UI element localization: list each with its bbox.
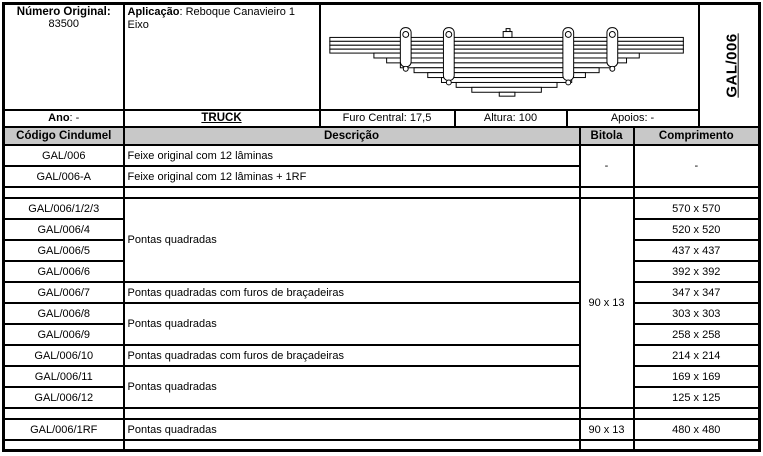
comprimento-cell: 125 x 125 [634, 387, 760, 408]
empty-cell [124, 408, 580, 419]
leaf-spring-diagram [321, 10, 698, 104]
code-cell: GAL/006/8 [4, 303, 124, 324]
empty-cell [580, 187, 634, 198]
comprimento-cell: 520 x 520 [634, 219, 760, 240]
table-row [4, 303, 760, 324]
ano-value: : - [69, 112, 80, 125]
empty-cell [124, 187, 580, 198]
desc-cell: Feixe original com 12 lâminas [124, 145, 580, 166]
comprimento-cell: 437 x 437 [634, 240, 760, 261]
empty-cell [4, 187, 124, 198]
empty-cell [580, 440, 634, 450]
spacer-row [4, 440, 760, 450]
empty-cell [4, 440, 124, 450]
numero-original-cell [4, 4, 124, 111]
header-descricao: Descrição [124, 127, 580, 146]
empty-cell [4, 408, 124, 419]
comprimento-cell: 392 x 392 [634, 261, 760, 282]
empty-cell [580, 408, 634, 419]
vehicle-type-cell [124, 110, 320, 127]
code-cell: GAL/006-A [4, 166, 124, 187]
header-comprimento: Comprimento [634, 127, 760, 146]
ano-label: Ano [48, 112, 70, 125]
desc-cell: Pontas quadradas [124, 419, 580, 440]
aplicacao-value: : Reboque Canavieiro 1 Eixo [127, 6, 296, 31]
ano-cell [4, 110, 124, 127]
table-row [4, 366, 760, 387]
empty-cell [634, 408, 760, 419]
altura-cell: Altura: 100 [455, 110, 567, 127]
comprimento-cell: 214 x 214 [634, 345, 760, 366]
info-row-1 [4, 4, 760, 111]
bitola-cell: 90 x 13 [580, 198, 634, 408]
table-row [4, 198, 760, 219]
table-row [4, 345, 760, 366]
desc-cell: Pontas quadradas [124, 198, 580, 282]
comprimento-cell: 258 x 258 [634, 324, 760, 345]
table-row [4, 419, 760, 440]
table-header-row [4, 127, 760, 146]
catalog-table [2, 2, 761, 452]
spacer-row [4, 408, 760, 419]
code-cell: GAL/006/4 [4, 219, 124, 240]
desc-cell: Pontas quadradas [124, 303, 580, 345]
comprimento-cell: 480 x 480 [634, 419, 760, 440]
header-codigo: Código Cindumel [4, 127, 124, 146]
desc-cell: Feixe original com 12 lâminas + 1RF [124, 166, 580, 187]
numero-original-value: 83500 [48, 18, 80, 30]
code-cell: GAL/006 [4, 145, 124, 166]
spacer-row [4, 187, 760, 198]
info-row-2 [4, 110, 760, 127]
code-cell: GAL/006/11 [4, 366, 124, 387]
table-row [4, 282, 760, 303]
bitola-cell: 90 x 13 [580, 419, 634, 440]
table-row [4, 145, 760, 166]
code-cell: GAL/006/7 [4, 282, 124, 303]
center-bolt-icon [503, 29, 512, 38]
side-code-label: GAL/006 [723, 33, 741, 98]
desc-cell: Pontas quadradas com furos de braçadeiras [124, 282, 580, 303]
code-cell: GAL/006/10 [4, 345, 124, 366]
code-cell: GAL/006/1/2/3 [4, 198, 124, 219]
numero-original-label: Número Original: [16, 6, 111, 18]
empty-cell [124, 440, 580, 450]
furo-central-cell: Furo Central: 17,5 [320, 110, 455, 127]
code-cell: GAL/006/5 [4, 240, 124, 261]
code-cell: GAL/006/9 [4, 324, 124, 345]
aplicacao-cell [124, 4, 320, 111]
desc-cell: Pontas quadradas [124, 366, 580, 408]
empty-cell [634, 187, 760, 198]
side-code-cell [699, 4, 760, 127]
vehicle-type-label: TRUCK [201, 112, 242, 125]
code-cell: GAL/006/1RF [4, 419, 124, 440]
comprimento-cell: 347 x 347 [634, 282, 760, 303]
comprimento-cell: 303 x 303 [634, 303, 760, 324]
apoios-cell: Apoios: - [567, 110, 699, 127]
desc-cell: Pontas quadradas com furos de braçadeiras [124, 345, 580, 366]
comprimento-cell: 570 x 570 [634, 198, 760, 219]
comprimento-cell: 169 x 169 [634, 366, 760, 387]
header-bitola: Bitola [580, 127, 634, 146]
empty-cell [634, 440, 760, 450]
bitola-cell: - [580, 145, 634, 187]
code-cell: GAL/006/6 [4, 261, 124, 282]
aplicacao-label: Aplicação [127, 6, 180, 18]
code-cell: GAL/006/12 [4, 387, 124, 408]
comprimento-cell: - [634, 145, 760, 187]
leaf-spring-drawing-cell [320, 4, 699, 111]
